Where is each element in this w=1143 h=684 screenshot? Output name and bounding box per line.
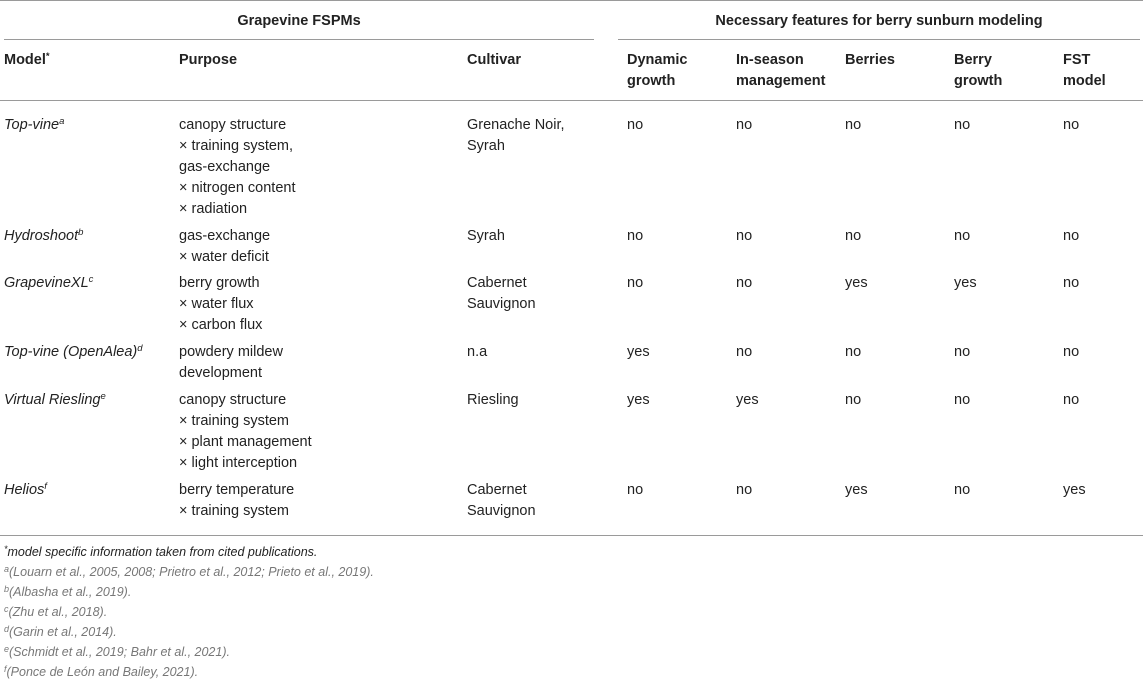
group-header-sunburn-features: Necessary features for berry sunburn modeling — [715, 13, 1043, 29]
table-row-berry-growth: no — [954, 482, 971, 498]
table-row-purpose: canopy structure × training system × plant management × light interception — [179, 392, 312, 471]
table-row-berry-growth: no — [954, 344, 971, 360]
table-row-berry-growth: yes — [954, 275, 977, 291]
table-row-model: Virtual Riesling$^e$ — [4, 391, 106, 408]
table-row-berries: no — [845, 392, 862, 408]
table-row-dynamic-growth: no — [627, 228, 644, 244]
table-row-fst-model: no — [1063, 344, 1080, 360]
table-row-cultivar: Syrah — [467, 228, 505, 244]
table-row-dynamic-growth: no — [627, 117, 644, 133]
footnote: $^b$(Albasha et al., 2019). — [4, 584, 132, 599]
table-row-cultivar: Cabernet Sauvignon — [467, 275, 536, 312]
group-header-fspms: Grapevine FSPMs — [237, 13, 361, 29]
table-row-in-season: yes — [736, 392, 759, 408]
col-header-berry-growth: Berry growth — [954, 52, 1003, 89]
table-row-in-season: no — [736, 275, 753, 291]
table-row-in-season: no — [736, 228, 753, 244]
col-header-in-season-management: In-season management — [736, 52, 826, 89]
footnote: $^e$(Schmidt et al., 2019; Bahr et al., 2021). — [4, 644, 230, 659]
table-row-fst-model: no — [1063, 275, 1080, 291]
table-row-cultivar: Grenache Noir, Syrah — [467, 117, 565, 154]
table-row-berries: no — [845, 117, 862, 133]
table-row-purpose: berry growth × water flux × carbon flux — [179, 275, 263, 333]
table-row-in-season: no — [736, 482, 753, 498]
table-row-purpose: powdery mildew development — [179, 344, 283, 381]
table-row-dynamic-growth: no — [627, 275, 644, 291]
col-header-cultivar: Cultivar — [467, 52, 521, 68]
footnote: $^c$(Zhu et al., 2018). — [4, 604, 108, 619]
table-row-berry-growth: no — [954, 228, 971, 244]
table-row-fst-model: no — [1063, 117, 1080, 133]
table-row-fst-model: no — [1063, 392, 1080, 408]
col-header-purpose: Purpose — [179, 52, 238, 68]
table-row-purpose: canopy structure × training system, gas-exchange × nitrogen content × radiation — [179, 117, 296, 217]
col-header-dynamic-growth: Dynamic growth — [627, 52, 688, 89]
footnote: $^a$(Louarn et al., 2005, 2008; Prietro et al., 2012; Prieto et al., 2019). — [4, 564, 374, 579]
table-row-model: GrapevineXL$^c$ — [4, 274, 94, 291]
col-header-berries: Berries — [845, 52, 895, 68]
group-rule-right — [618, 39, 1140, 40]
table-row-berry-growth: no — [954, 117, 971, 133]
top-rule — [0, 0, 1143, 1]
table-row-berries: yes — [845, 275, 868, 291]
footnote: $^d$(Garin et al., 2014). — [4, 624, 117, 639]
table-row-berry-growth: no — [954, 392, 971, 408]
table-row-fst-model: yes — [1063, 482, 1086, 498]
table-row-dynamic-growth: yes — [627, 392, 650, 408]
table-row-model: Top-vine (OpenAlea)$^d$ — [4, 343, 143, 360]
table-row-model: Top-vine$^a$ — [4, 116, 65, 133]
table-row-berries: yes — [845, 482, 868, 498]
table-row-cultivar: Cabernet Sauvignon — [467, 482, 536, 519]
col-header-fst-model: FST model — [1063, 52, 1106, 89]
table-row-model: Hydroshoot$^b$ — [4, 227, 84, 244]
table-row-in-season: no — [736, 117, 753, 133]
table-row-purpose: gas-exchange × water deficit — [179, 228, 271, 265]
table-row-dynamic-growth: no — [627, 482, 644, 498]
table-row-berries: no — [845, 344, 862, 360]
table-row-in-season: no — [736, 344, 753, 360]
footnote: *model specific information taken from cited publications. — [4, 544, 318, 559]
group-rule-left — [4, 39, 594, 40]
header-rule — [0, 100, 1143, 101]
table-row-cultivar: n.a — [467, 344, 488, 360]
table-row-fst-model: no — [1063, 228, 1080, 244]
table-row-dynamic-growth: yes — [627, 344, 650, 360]
table-row-berries: no — [845, 228, 862, 244]
col-header-model: Model* — [4, 51, 50, 68]
body-bottom-rule — [0, 535, 1143, 536]
table-row-model: Helios$^f$ — [4, 481, 47, 498]
table-row-purpose: berry temperature × training system — [179, 482, 295, 519]
footnote: $^f$(Ponce de León and Bailey, 2021). — [4, 664, 199, 679]
table-row-cultivar: Riesling — [467, 392, 519, 408]
